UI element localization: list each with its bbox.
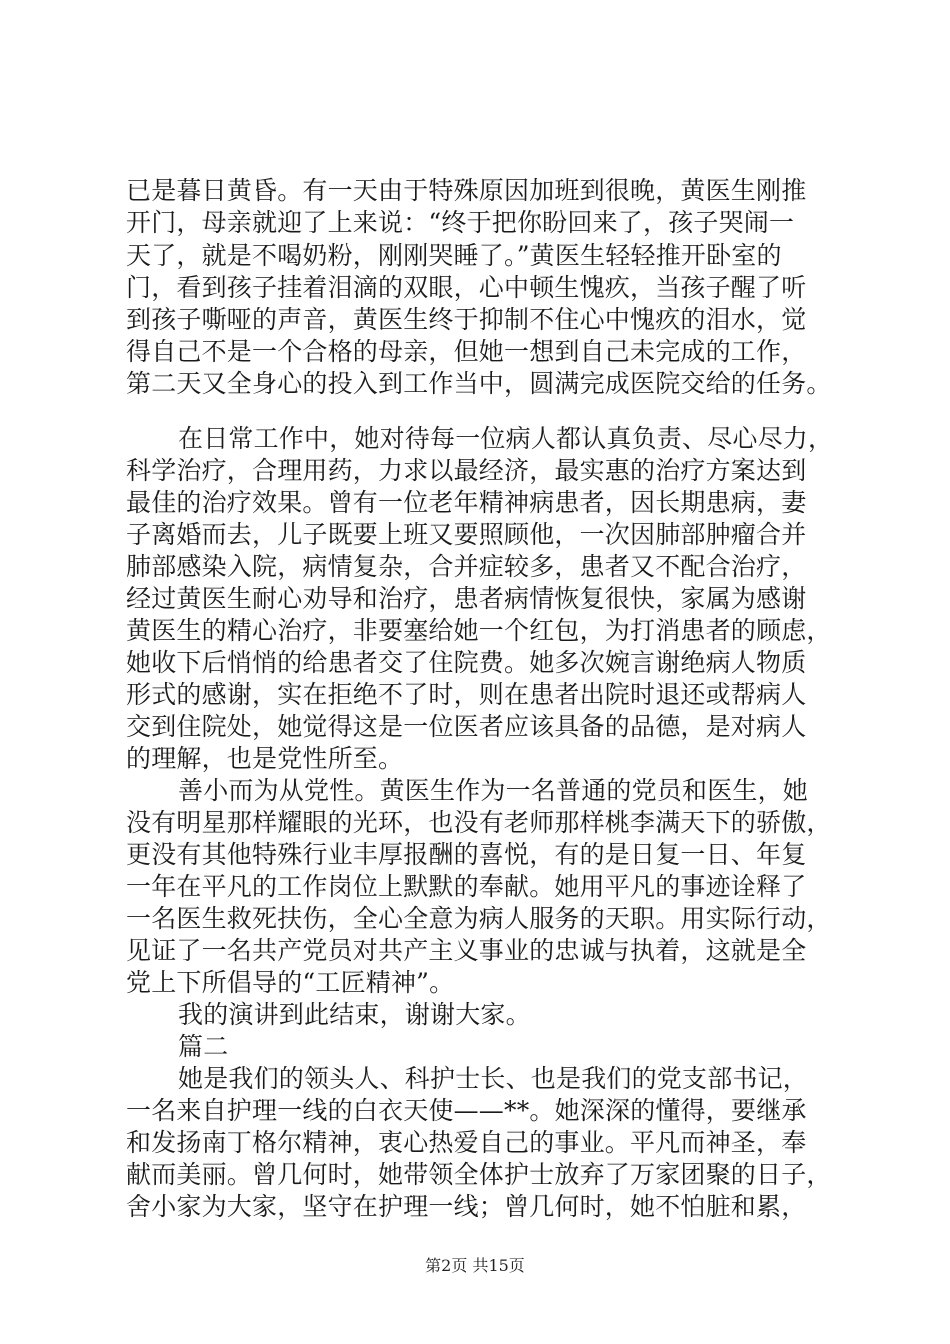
text-line: 肺部感染入院，病情复杂，合并症较多，患者又不配合治疗， (126, 552, 807, 581)
text-line: 的理解，也是党性所至。 (126, 744, 404, 773)
text-line: 第二天又全身心的投入到工作当中，圆满完成医院交给的任务。 (126, 369, 832, 398)
text-line: 最佳的治疗效果。曾有一位老年精神病患者，因长期患病，妻 (126, 488, 807, 517)
text-line: 开门，母亲就迎了上来说：“终于把你盼回来了，孩子哭闹一 (126, 208, 795, 237)
text-line: 门，看到孩子挂着泪滴的双眼，心中顿生愧疚，当孩子醒了听 (126, 273, 807, 302)
text-line: 经过黄医生耐心劝导和治疗，患者病情恢复很快，家属为感谢 (126, 584, 807, 613)
text-line: 一名医生救死扶伤，全心全意为病人服务的天职。用实际行动， (126, 904, 832, 933)
text-line: 没有明星那样耀眼的光环，也没有老师那样桃李满天下的骄傲， (126, 808, 832, 837)
text-line: 党上下所倡导的“工匠精神”。 (126, 968, 455, 997)
text-line: 一年在平凡的工作岗位上默默的奉献。她用平凡的事迹诠释了 (126, 872, 807, 901)
text-line: 到孩子嘶哑的声音，黄医生终于抑制不住心中愧疚的泪水，觉 (126, 305, 807, 334)
text-line: 我的演讲到此结束，谢谢大家。 (178, 1000, 531, 1029)
text-line: 得自己不是一个合格的母亲，但她一想到自己未完成的工作， (126, 337, 807, 366)
text-line: 献而美丽。曾几何时，她带领全体护士放弃了万家团聚的日子， (126, 1160, 832, 1189)
text-line: 黄医生的精心治疗，非要塞给她一个红包，为打消患者的顾虑， (126, 616, 832, 645)
text-line: 子离婚而去，儿子既要上班又要照顾他，一次因肺部肿瘤合并 (126, 520, 807, 549)
text-line: 天了，就是不喝奶粉，刚刚哭睡了。”黄医生轻轻推开卧室的 (126, 241, 782, 270)
page-footer: 第2页 共15页 (425, 1256, 525, 1275)
section-heading: 篇二 (178, 1032, 229, 1061)
text-line: 在日常工作中，她对待每一位病人都认真负责、尽心尽力， (178, 424, 834, 453)
text-line: 科学治疗，合理用药，力求以最经济，最实惠的治疗方案达到 (126, 456, 807, 485)
text-line: 形式的感谢，实在拒绝不了时，则在患者出院时退还或帮病人 (126, 680, 807, 709)
text-line: 舍小家为大家，坚守在护理一线；曾几何时，她不怕脏和累， (126, 1192, 807, 1221)
text-line: 和发扬南丁格尔精神，衷心热爱自己的事业。平凡而神圣，奉 (126, 1128, 807, 1157)
text-line: 见证了一名共产党员对共产主义事业的忠诚与执着，这就是全 (126, 936, 807, 965)
text-line: 已是暮日黄昏。有一天由于特殊原因加班到很晚，黄医生刚推 (126, 176, 807, 205)
text-line: 善小而为从党性。黄医生作为一名普通的党员和医生，她 (178, 776, 809, 805)
text-line: 一名来自护理一线的白衣天使——**。她深深的懂得，要继承 (126, 1096, 807, 1125)
text-line: 更没有其他特殊行业丰厚报酬的喜悦，有的是日复一日、年复 (126, 840, 807, 869)
text-line: 交到住院处，她觉得这是一位医者应该具备的品德，是对病人 (126, 712, 807, 741)
text-line: 她是我们的领头人、科护士长、也是我们的党支部书记， (178, 1064, 809, 1093)
text-line: 她收下后悄悄的给患者交了住院费。她多次婉言谢绝病人物质 (126, 648, 807, 677)
